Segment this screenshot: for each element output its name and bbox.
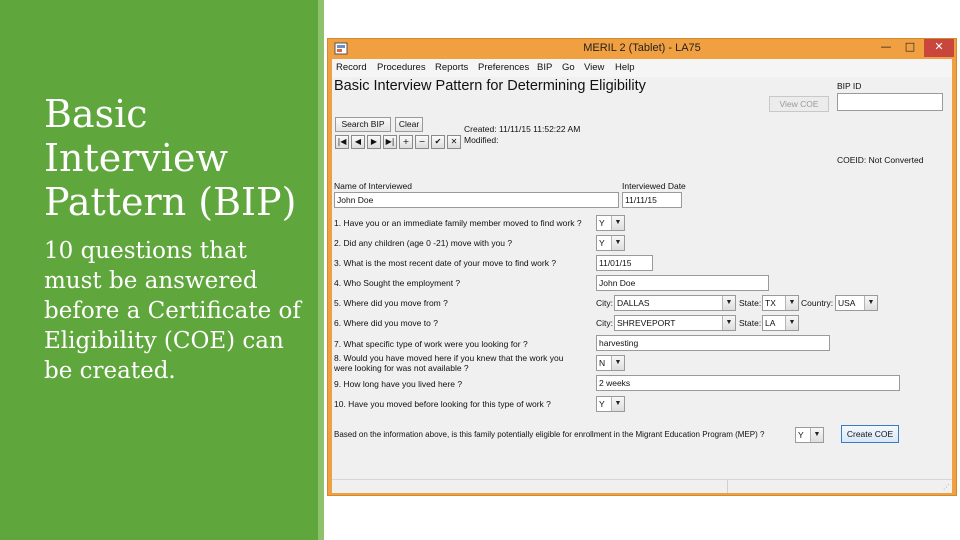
chevron-down-icon: ▼ [810, 428, 823, 442]
question-8-label-line-1: 8. Would you have moved here if you knew that the work you [334, 353, 564, 363]
maximize-button[interactable]: □ [904, 40, 916, 53]
question-3-label: 3. What is the most recent date of your move to find work ? [334, 258, 557, 268]
name-label: Name of Interviewed [334, 181, 412, 191]
delete-record-icon[interactable]: − [415, 135, 429, 149]
eligibility-label: Based on the information above, is this family potentially eligible for enrollment in the Migrant Education Program (MEP) ? [334, 430, 765, 439]
modified-label: Modified: [464, 135, 499, 145]
menu-bip[interactable]: BIP [537, 62, 553, 73]
question-2-value: Y [599, 238, 605, 248]
to-city-select[interactable] [614, 315, 736, 331]
menu-record[interactable]: Record [336, 62, 367, 73]
question-4-label: 4. Who Sought the employment ? [334, 278, 461, 288]
name-input[interactable]: John Doe [334, 192, 619, 208]
bip-id-input[interactable] [837, 93, 943, 111]
menu-help[interactable]: Help [615, 62, 635, 73]
chevron-down-icon: ▼ [611, 356, 624, 370]
from-state-label: State: [739, 298, 762, 308]
chevron-down-icon: ▼ [611, 216, 624, 230]
question-2-select[interactable] [596, 235, 625, 251]
question-5-label: 5. Where did you move from ? [334, 298, 448, 308]
bip-id-label: BIP ID [837, 81, 862, 91]
eligibility-value: Y [798, 430, 804, 440]
coeid-status: COEID: Not Converted [837, 155, 924, 165]
question-4-input[interactable]: John Doe [596, 275, 769, 291]
to-state-value: LA [765, 318, 776, 328]
form-title: Basic Interview Pattern for Determining Eligibility [334, 78, 646, 94]
from-country-value: USA [838, 298, 856, 308]
window-title: MERIL 2 (Tablet) - LA75 [583, 42, 701, 54]
window-client-area [332, 59, 952, 493]
slide-title: Basic Interview Pattern (BIP) [44, 92, 297, 224]
app-window [327, 38, 957, 496]
chevron-down-icon: ▼ [864, 296, 877, 310]
question-8-select[interactable] [596, 355, 625, 371]
from-country-label: Country: [801, 298, 834, 308]
question-10-label: 10. Have you moved before looking for this type of work ? [334, 399, 551, 409]
from-state-value: TX [765, 298, 776, 308]
chevron-down-icon: ▼ [611, 397, 624, 411]
interviewed-date-label: Interviewed Date [622, 181, 686, 191]
first-record-icon[interactable]: |◀ [335, 135, 349, 149]
question-8-label-line-2: were looking for was not available ? [334, 363, 469, 373]
from-city-value: DALLAS [617, 298, 650, 308]
resize-grip-icon[interactable]: ⋰ [943, 483, 950, 491]
search-bip-button[interactable]: Search BIP [335, 117, 391, 132]
from-country-select[interactable] [835, 295, 878, 311]
menu-reports[interactable]: Reports [435, 62, 469, 73]
from-city-label: City: [596, 298, 613, 308]
chevron-down-icon: ▼ [785, 316, 798, 330]
from-state-select[interactable] [762, 295, 799, 311]
chevron-down-icon: ▼ [722, 296, 735, 310]
status-divider [727, 480, 728, 493]
question-7-input[interactable]: harvesting [596, 335, 830, 351]
cancel-edit-icon[interactable]: ✕ [447, 135, 461, 149]
question-9-label: 9. How long have you lived here ? [334, 379, 463, 389]
created-timestamp [464, 124, 580, 134]
eligibility-select[interactable] [795, 427, 824, 443]
created-value: 11/11/15 11:52:22 AM [498, 124, 581, 134]
question-3-input[interactable]: 11/01/15 [596, 255, 653, 271]
minimize-button[interactable]: — [880, 40, 892, 53]
question-9-input[interactable]: 2 weeks [596, 375, 900, 391]
from-city-select[interactable] [614, 295, 736, 311]
menu-preferences[interactable]: Preferences [478, 62, 530, 73]
to-city-value: SHREVEPORT [617, 318, 676, 328]
prev-record-icon[interactable]: ◀ [351, 135, 365, 149]
slide-accent-stripe [318, 0, 324, 540]
question-1-label: 1. Have you or an immediate family member moved to find work ? [334, 218, 582, 228]
window-titlebar[interactable] [328, 39, 956, 59]
status-bar [332, 479, 952, 493]
question-10-value: Y [599, 399, 605, 409]
question-2-label: 2. Did any children (age 0 -21) move with you ? [334, 238, 513, 248]
close-button[interactable]: ✕ [924, 39, 954, 57]
to-state-select[interactable] [762, 315, 799, 331]
question-7-label: 7. What specific type of work were you looking for ? [334, 339, 528, 349]
save-record-icon[interactable]: ✔ [431, 135, 445, 149]
to-city-label: City: [596, 318, 613, 328]
interviewed-date-input[interactable]: 11/11/15 [622, 192, 682, 208]
created-label: Created: [464, 124, 497, 134]
chevron-down-icon: ▼ [785, 296, 798, 310]
create-coe-button[interactable]: Create COE [841, 425, 899, 443]
menu-go[interactable]: Go [562, 62, 575, 73]
question-10-select[interactable] [596, 396, 625, 412]
chevron-down-icon: ▼ [611, 236, 624, 250]
to-state-label: State: [739, 318, 762, 328]
slide-body-text: 10 questions that must be answered before a Certificate of Eligibility (COE) can be created. [44, 238, 301, 384]
question-1-select[interactable] [596, 215, 625, 231]
add-record-icon[interactable]: + [399, 135, 413, 149]
menu-procedures[interactable]: Procedures [377, 62, 426, 73]
next-record-icon[interactable]: ▶ [367, 135, 381, 149]
menu-bar [332, 59, 952, 77]
menu-view[interactable]: View [584, 62, 605, 73]
question-6-label: 6. Where did you move to ? [334, 318, 438, 328]
question-8-value: N [599, 358, 606, 368]
view-coe-button[interactable]: View COE [769, 96, 829, 112]
last-record-icon[interactable]: ▶| [383, 135, 397, 149]
clear-button[interactable]: Clear [395, 117, 423, 132]
chevron-down-icon: ▼ [722, 316, 735, 330]
question-1-value: Y [599, 218, 605, 228]
